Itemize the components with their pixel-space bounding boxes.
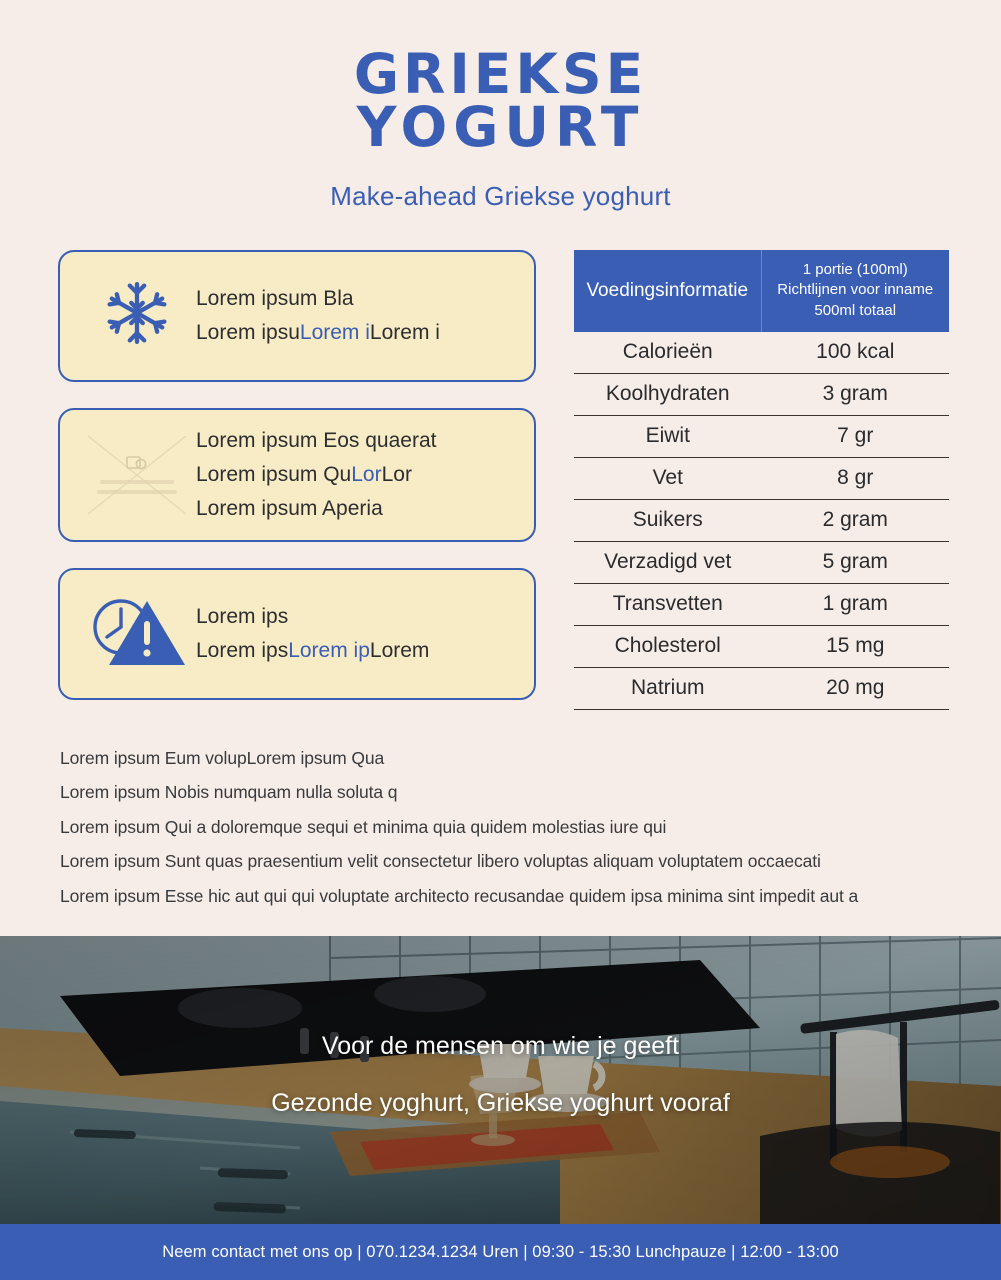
page-title [0,42,1001,160]
kitchen-photo [0,936,1001,1224]
serving-line-1: 1 portie (100ml) [802,260,908,278]
serving-line-3: 500ml totaal [814,302,897,320]
card-line-post: Lorem i [369,320,440,344]
page-subtitle: Make-ahead Griekse yoghurt [330,180,671,211]
nutrient-label: Calorieën [622,340,713,364]
broken-image-placeholder-icon [84,432,190,518]
card-line [196,282,516,316]
nutrient-value: 7 gr [837,424,874,448]
nutrient-value: 2 gram [822,508,888,532]
card-line-text: Lorem ips [196,604,289,628]
nutrition-header-label: Voedingsinformatie [574,250,762,332]
card-line [196,424,516,458]
paragraph-line: Lorem ipsum Sunt quas praesentium velit consectetur libero voluptas aliquam voluptatem occaecati [60,851,821,872]
nutrient-label: Koolhydraten [605,382,730,406]
table-row [574,668,949,710]
nutrient-label: Transvetten [612,592,723,616]
nutrient-value: 5 gram [822,550,888,574]
card-line-text: Lorem ipsum Bla [196,286,354,310]
nutrient-value: 20 mg [826,676,885,700]
clock-warning-icon [85,593,189,674]
nutrient-label: Natrium [630,676,705,700]
placeholder-caption-line [97,490,177,494]
nutrient-value: 8 gr [837,466,874,490]
main-content [0,212,1001,726]
card-line-pre: Lorem ipsu [196,320,300,344]
serving-line-2: Richtlijnen voor inname [777,281,934,299]
card-icon-slot [78,266,196,366]
nutrition-column [536,250,949,710]
card-text [196,424,516,526]
nutrition-table-header [574,250,949,332]
card-line [196,492,516,526]
card-text [196,282,516,350]
nutrient-label: Cholesterol [614,634,721,658]
nutrient-value: 15 mg [826,634,885,658]
card-line-post: Lorem [369,638,430,662]
card-line-text: Lorem ipsum Eos quaerat [196,428,437,452]
contact-footer [0,1224,1001,1280]
info-card-freeze[interactable] [58,250,536,382]
table-row [574,626,949,668]
title-line-2: YOGURT [356,95,645,160]
overlay-line-2: Gezonde yoghurt, Griekse yoghurt vooraf [271,1089,730,1117]
table-row [574,584,949,626]
nutrient-value: 100 kcal [816,340,895,364]
card-line-post: Lor [381,462,412,486]
placeholder-caption-line [100,480,174,484]
nutrient-label: Verzadigd vet [604,550,732,574]
card-icon-slot [78,584,196,684]
paragraph-line: Lorem ipsum Qui a doloremque sequi et minima quia quidem molestias iure qui [60,816,667,837]
table-row [574,332,949,374]
card-line-highlight: Lor [351,462,382,486]
nutrient-label: Vet [652,466,683,490]
card-line-highlight: Lorem i [299,320,370,344]
card-text [196,600,516,668]
card-line [196,316,516,350]
info-card-timing[interactable] [58,568,536,700]
card-line-pre: Lorem ips [196,638,289,662]
page-header [0,0,1001,212]
photo-glyph-icon [126,454,148,477]
paragraph-line: Lorem ipsum Eum volupLorem ipsum Qua [60,747,385,768]
photo-overlay-text [0,1032,1001,1118]
description-paragraphs [0,726,1001,923]
contact-info: Neem contact met ons op | 070.1234.1234 Uren | 09:30 - 15:30 Lunchpauze | 12:00 - 13:00 [162,1242,839,1261]
table-row [574,416,949,458]
card-icon-slot [78,425,196,525]
card-line [196,600,516,634]
card-line-text: Lorem ipsum Aperia [196,496,383,520]
table-row [574,458,949,500]
overlay-line-1: Voor de mensen om wie je geeft [321,1032,680,1060]
nutrient-value: 1 gram [822,592,888,616]
paragraph-line: Lorem ipsum Esse hic aut qui qui voluptate architecto recusandae quidem ipsa minima sint impedit aut a [60,885,859,906]
card-line-highlight: Lorem ip [288,638,370,662]
nutrient-value: 3 gram [822,382,888,406]
snowflake-icon [101,277,173,354]
nutrition-header-serving [762,250,950,332]
info-cards-column [58,250,536,726]
card-line [196,458,516,492]
card-line-pre: Lorem ipsum Qu [196,462,352,486]
nutrition-table [574,250,949,710]
nutrient-label: Suikers [632,508,703,532]
table-row [574,542,949,584]
nutrient-label: Eiwit [645,424,690,448]
title-line-1: GRIEKSE [353,42,648,106]
info-card-placeholder[interactable] [58,408,536,542]
table-row [574,374,949,416]
card-line [196,634,516,668]
paragraph-line: Lorem ipsum Nobis numquam nulla soluta q [60,782,398,803]
table-row [574,500,949,542]
